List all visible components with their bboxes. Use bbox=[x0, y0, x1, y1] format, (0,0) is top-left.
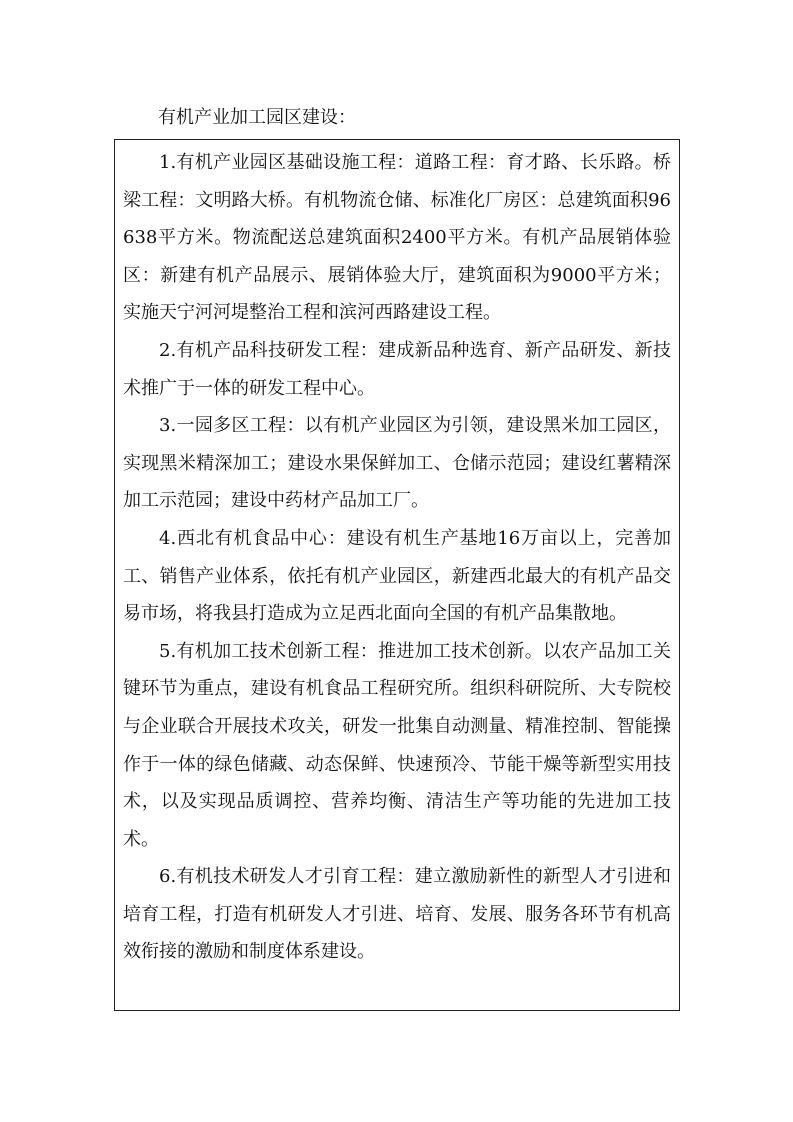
paragraph-tech-innovation: 5.有机加工技术创新工程：推进加工技术创新。以农产品加工关键环节为重点，建设有机食品工程研究所。组织科研院所、大专院校与企业联合开展技术攻关，研发一批集自动测量、精准控制、智能操作于一体的绿色储藏、动态保鲜、快速预冷、节能干燥等新型实用技术，以及实现品质调控、营养均衡、清洁生产等功能的先进加工技术。 bbox=[123, 640, 671, 850]
paragraph-infrastructure: 1.有机产业园区基础设施工程：道路工程：育才路、长乐路。桥梁工程：文明路大桥。有机物流仓储、标准化厂房区：总建筑面积96638平方米。物流配送总建筑面积2400平方米。有机产品展销体验区：新建有机产品展示、展销体验大厅，建筑面积为9000平方米；实施天宁河河堤整治工程和滨河西路建设工程。 bbox=[123, 152, 671, 324]
paragraph-food-center: 4.西北有机食品中心：建设有机生产基地16万亩以上，完善加工、销售产业体系，依托有机产业园区，新建西北最大的有机产品交易市场，将我县打造成为立足西北面向全国的有机产品集散地。 bbox=[123, 527, 671, 625]
paragraph-rd-center: 2.有机产品科技研发工程：建成新品种选育、新产品研发、新技术推广于一体的研发工程中心。 bbox=[123, 339, 671, 399]
paragraph-multi-zone: 3.一园多区工程：以有机产业园区为引领，建设黑米加工园区，实现黑米精深加工；建设水果保鲜加工、仓储示范园；建设红薯精深加工示范园；建设中药材产品加工厂。 bbox=[123, 415, 671, 512]
paragraph-talent: 6.有机技术研发人才引育工程：建立激励新性的新型人才引进和培育工程，打造有机研发人才引进、培育、发展、服务各环节有机高效衔接的激励和制度体系建设。 bbox=[123, 866, 671, 963]
section-heading: 有机产业加工园区建设： bbox=[158, 107, 356, 128]
content-box bbox=[114, 139, 680, 1011]
